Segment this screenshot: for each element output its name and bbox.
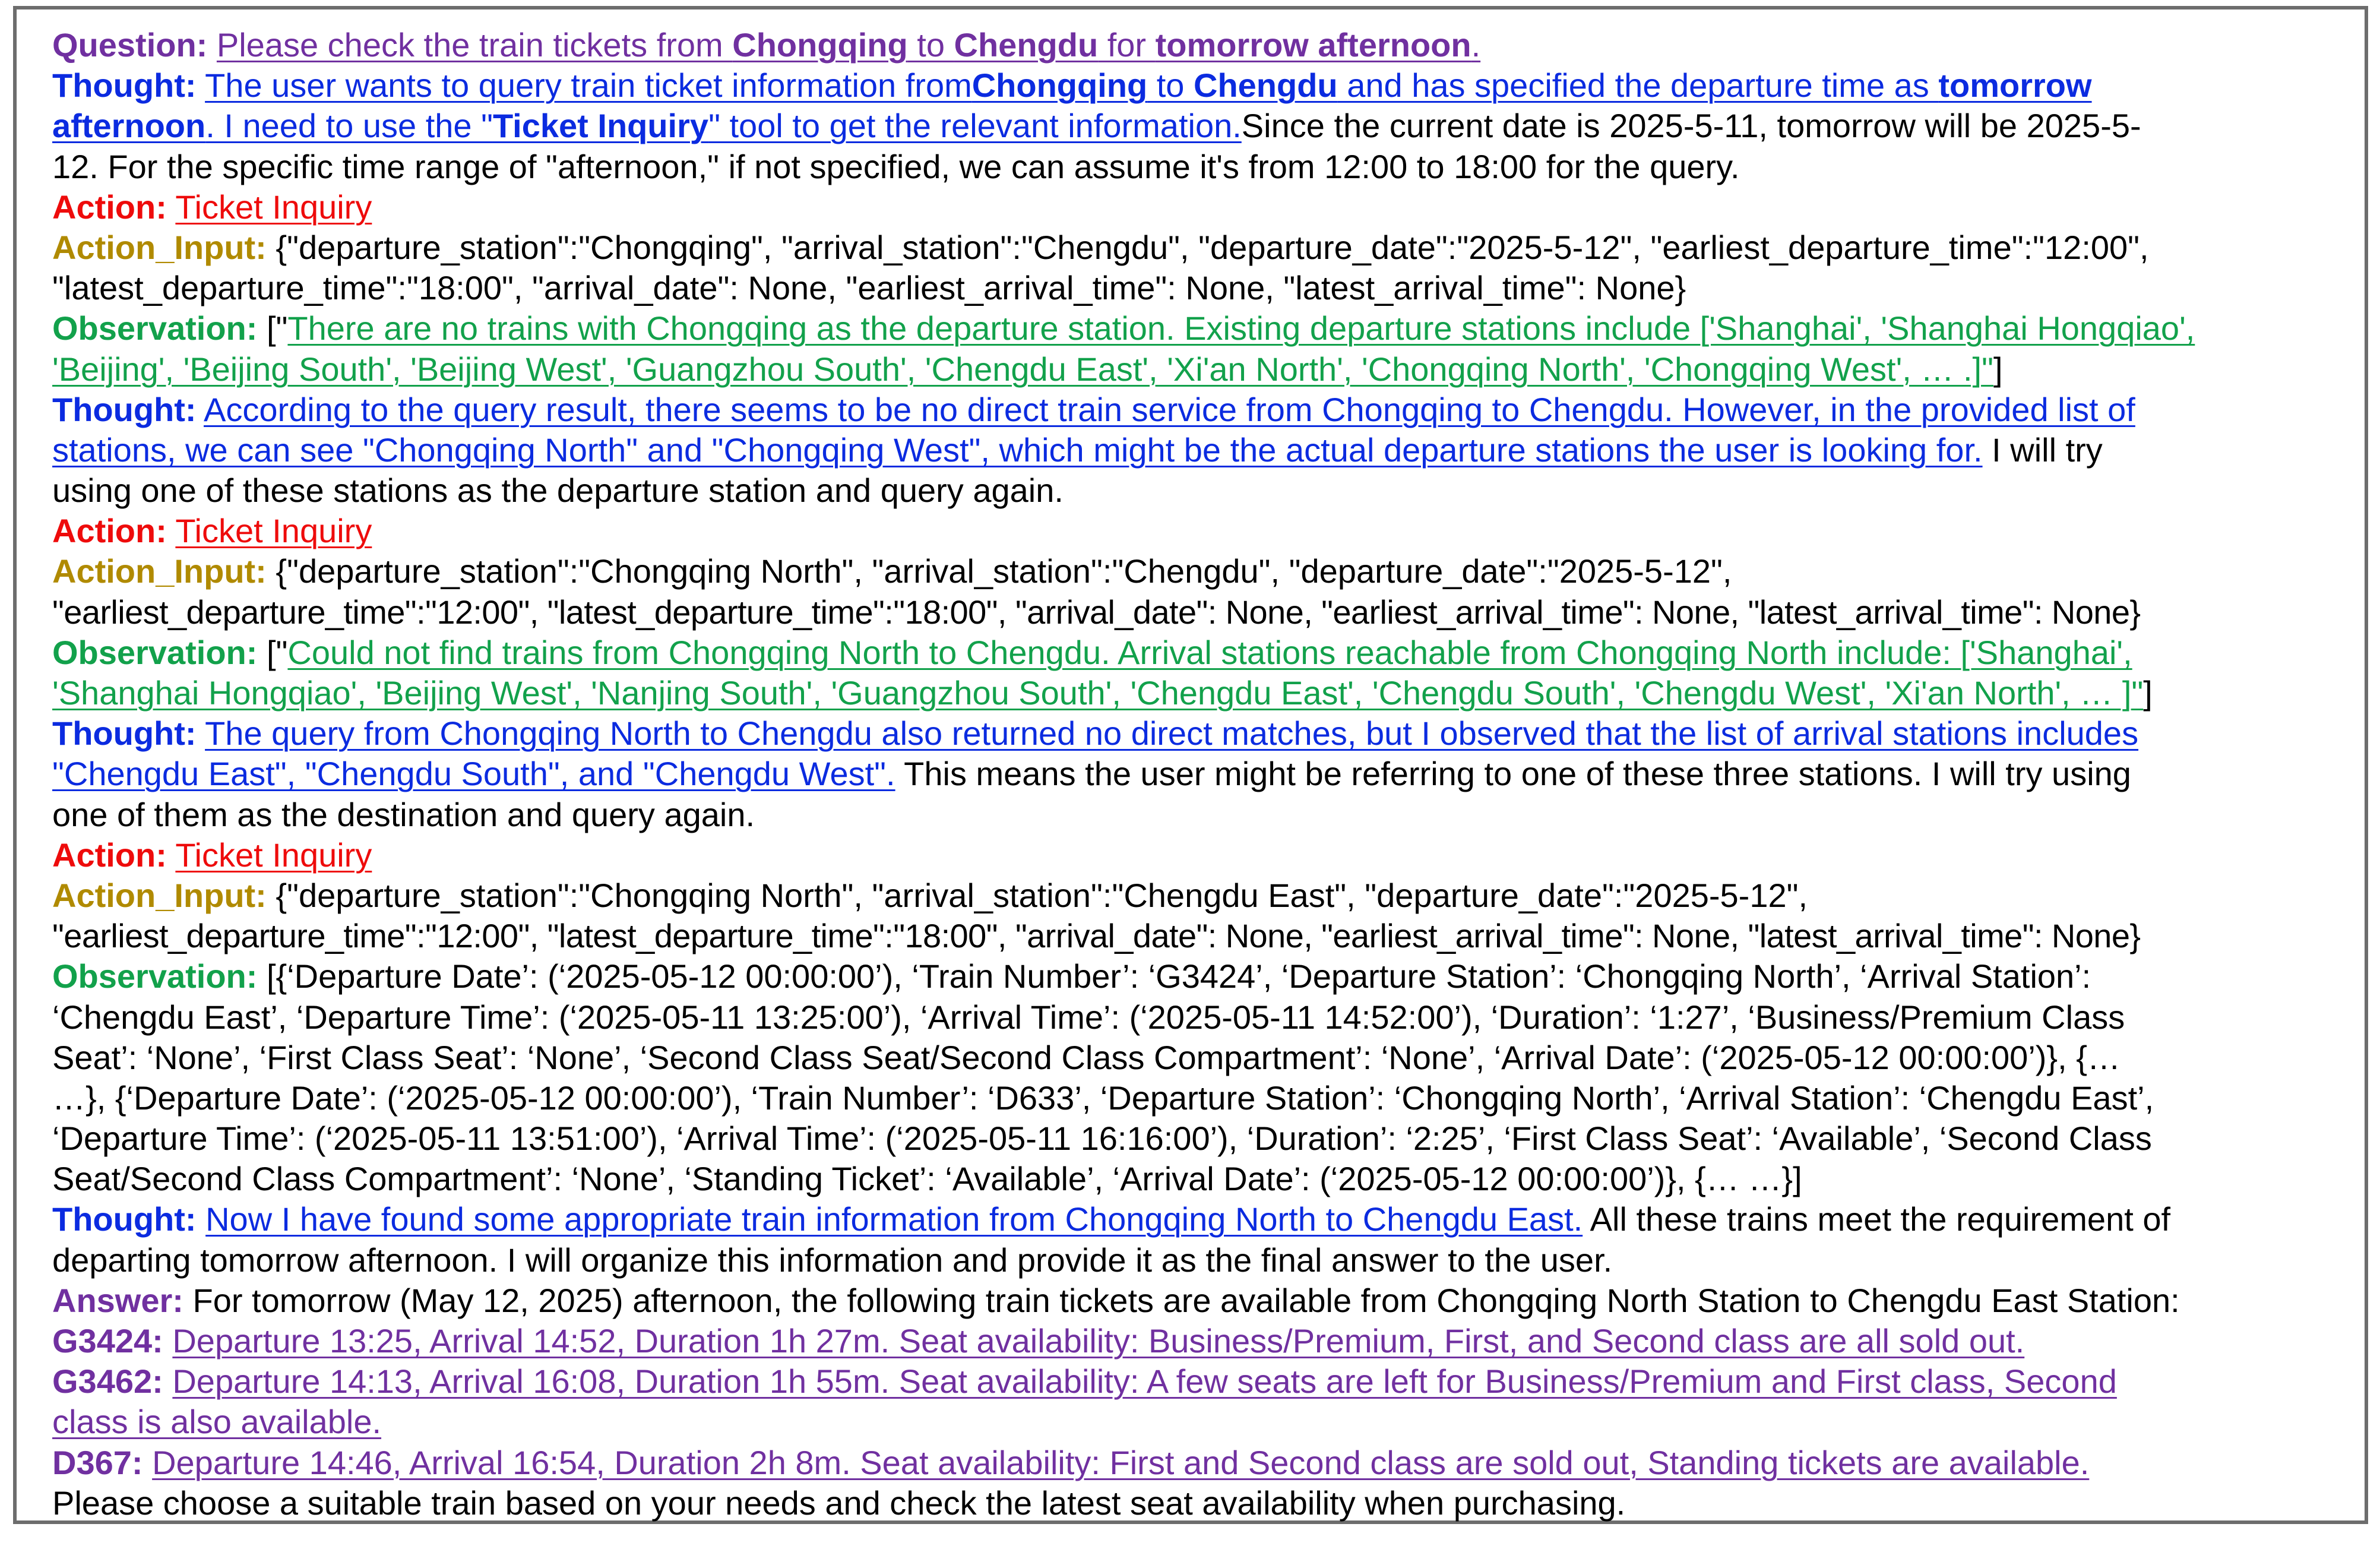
observation-label: Observation: — [52, 309, 258, 347]
observation-3-text: [{‘Departure Date’: (‘2025-05-12 00:00:00’), ‘Train Number’: ‘G3424’, ‘Departure Station’: ‘Chongqing North’, ‘Arrival Station’: — [266, 957, 2091, 995]
agent-trace — [52, 25, 2332, 1523]
observation-3-line-5: ‘Departure Time’: (‘2025-05-11 13:51:00’), ‘Arrival Time’: (‘2025-05-11 16:16:00’), ‘Duration’: ‘2:25’, ‘First Class Seat’: ‘Available’, ‘Second Class — [52, 1120, 2152, 1158]
thought-2-line-3: using one of these stations as the departure station and query again. — [52, 472, 1064, 510]
action-3-line: Action: Ticket Inquiry — [52, 836, 372, 874]
thought-label: Thought: — [52, 67, 197, 105]
observation-2-text: Could not find trains from Chongqing North to Chengdu. Arrival stations reachable from Chongqing North include: ['Shanghai', — [287, 633, 2132, 671]
action-2-line: Action: Ticket Inquiry — [52, 512, 372, 550]
thought-2-text: According to the query result, there seems to be no direct train service from Chongqing to Chengdu. However, in the provided list of — [204, 390, 2135, 428]
observation-3-line-1: Observation: [{‘Departure Date’: (‘2025-05-12 00:00:00’), ‘Train Number’: ‘G3424’, ‘Departure Station’: ‘Chongqing North’, ‘Arrival Station’: — [52, 957, 2091, 995]
action-input-label: Action_Input: — [52, 228, 267, 266]
thought-1-line-3: 12. For the specific time range of "afternoon," if not specified, we can assume it's from 12:00 to 18:00 for the query. — [52, 147, 1740, 185]
answer-train-2-cont: class is also available. — [52, 1403, 382, 1441]
thought-1-line-2: afternoon. I need to use the "Ticket Inquiry" tool to get the relevant information.Since the current date is 2025-5-11, tomorrow will be 2025-5- — [52, 107, 2141, 145]
train-code: D367: — [52, 1443, 143, 1481]
train-code: G3462: — [52, 1362, 163, 1401]
thought-3-line-1: Thought: The query from Chongqing North to Chengdu also returned no direct matches, but I observed that the list of arrival stations includes — [52, 715, 2139, 753]
action-input-3-text: {"departure_station":"Chongqing North", "arrival_station":"Chengdu East", "departure_date":"2025-5-12", — [276, 876, 1808, 914]
observation-2-line-2: 'Shanghai Hongqiao', 'Beijing West', 'Nanjing South', 'Guangzhou South', 'Chengdu East', 'Chengdu South', 'Chengdu West', 'Xi'an North', … ]"] — [52, 674, 2153, 712]
thought-3-line-2: "Chengdu East", "Chengdu South", and "Chengdu West". This means the user might be referring to one of these three stations. I will try using — [52, 755, 2131, 793]
action-1-line — [52, 187, 2332, 227]
action-input-3-line-2: "earliest_departure_time":"12:00", "latest_departure_time":"18:00", "arrival_date": None, "earliest_arrival_time": None, "latest_arrival_time": None} — [52, 917, 2141, 955]
observation-1-line-1: Observation: ["There are no trains with Chongqing as the departure station. Existing departure stations include ['Shanghai', 'Shanghai Hongqiao', — [52, 309, 2195, 347]
question-text: Please check the train tickets from Chongqing to Chengdu for tomorrow afternoon. — [216, 26, 1481, 64]
observation-3-line-2: ‘Chengdu East’, ‘Departure Time’: (‘2025-05-11 13:25:00’), ‘Arrival Time’: (‘2025-05-11 14:52:00’), ‘Duration’: ‘1:27’, ‘Business/Premium Class — [52, 998, 2125, 1036]
thought-2-line-1: Thought: According to the query result, there seems to be no direct train service from Chongqing to Chengdu. However, in the provided list of — [52, 390, 2135, 428]
observation-1-text: There are no trains with Chongqing as the departure station. Existing departure stations include ['Shanghai', 'Shanghai Hongqiao', — [287, 309, 2195, 347]
action-2-tool: Ticket Inquiry — [175, 512, 372, 550]
action-input-1-text: {"departure_station":"Chongqing", "arrival_station":"Chengdu", "departure_date":"2025-5-12", "earliest_departure_time":"12:00", — [276, 228, 2149, 266]
train-code: G3424: — [52, 1322, 163, 1360]
question-label: Question: — [52, 26, 208, 64]
thought-4-text: Now I have found some appropriate train information from Chongqing North to Chengdu East. — [205, 1200, 1583, 1238]
action-input-2-text: {"departure_station":"Chongqing North", "arrival_station":"Chengdu", "departure_date":"2025-5-12", — [276, 552, 1732, 590]
action-input-2-line-2: "earliest_departure_time":"12:00", "latest_departure_time":"18:00", "arrival_date": None, "earliest_arrival_time": None, "latest_arrival_time": None} — [52, 593, 2141, 631]
action-label: Action: — [52, 188, 167, 226]
train-description: Departure 14:13, Arrival 16:08, Duration 1h 55m. Seat availability: A few seats are left for Business/Premium and First class, Second — [172, 1362, 2117, 1401]
thought-2-line-2: stations, we can see "Chongqing North" and "Chongqing West", which might be the actual departure stations the user is looking for. I will try — [52, 431, 2103, 469]
observation-1-line-2: 'Beijing', 'Beijing South', 'Beijing West', 'Guangzhou South', 'Chengdu East', 'Xi'an North', 'Chongqing North', 'Chongqing West', … .]"] — [52, 350, 2003, 388]
thought-1-line-1 — [52, 65, 2332, 106]
question-line — [52, 25, 2332, 65]
observation-3-line-3: Seat’: ‘None’, ‘First Class Seat’: ‘None’, ‘Second Class Seat/Second Class Compartment’: ‘None’, ‘Arrival Date’: (‘2025-05-12 00:00:00’)}, {… — [52, 1038, 2121, 1076]
action-input-1-line-2: "latest_departure_time":"18:00", "arrival_date": None, "earliest_arrival_time": None, "latest_arrival_time": None} — [52, 269, 1686, 307]
train-description: Departure 13:25, Arrival 14:52, Duration 1h 27m. Seat availability: Business/Premium, First, and Second class are all sold out. — [172, 1322, 2025, 1360]
action-input-1-line-1 — [52, 227, 2332, 268]
observation-2-line-1: Observation: ["Could not find trains from Chongqing North to Chengdu. Arrival stations reachable from Chongqing North include: ['Shanghai', — [52, 633, 2132, 671]
answer-closing: Please choose a suitable train based on your needs and check the latest seat availability when purchasing. — [52, 1484, 1626, 1522]
observation-3-line-6: Seat/Second Class Compartment’: ‘None’, ‘Standing Ticket’: ‘Available’, ‘Arrival Date’: (‘2025-05-12 00:00:00’)}, {… …}] — [52, 1160, 1802, 1198]
thought-4-line-2: departing tomorrow afternoon. I will organize this information and provide it as the final answer to the user. — [52, 1241, 1613, 1279]
answer-train-1 — [52, 1321, 2332, 1361]
thought-3-line-3: one of them as the destination and query again. — [52, 795, 755, 833]
answer-intro: For tomorrow (May 12, 2025) afternoon, the following train tickets are available from Chongqing North Station to Chengdu East Station: — [192, 1281, 2180, 1319]
action-1-tool: Ticket Inquiry — [175, 188, 372, 226]
answer-train-3 — [52, 1443, 2332, 1483]
action-input-3-line-1: Action_Input: {"departure_station":"Chongqing North", "arrival_station":"Chengdu East", "departure_date":"2025-5-12", — [52, 876, 1808, 914]
action-3-tool: Ticket Inquiry — [175, 836, 372, 874]
train-description: Departure 14:46, Arrival 16:54, Duration 2h 8m. Seat availability: First and Second class are sold out, Standing tickets are available. — [152, 1443, 2090, 1481]
thought-3-text: The query from Chongqing North to Chengdu also returned no direct matches, but I observed that the list of arrival stations includes — [205, 715, 2139, 753]
answer-label: Answer: — [52, 1281, 183, 1319]
thought-1-plain: Since the current date is 2025-5-11, tomorrow will be 2025-5- — [1241, 107, 2141, 145]
answer-line — [52, 1281, 2332, 1321]
answer-train-2 — [52, 1361, 2332, 1402]
thought-1-text: The user wants to query train ticket information fromChongqing to Chengdu and has specified the departure time as tomorrow — [205, 67, 2092, 105]
action-input-2-line-1: Action_Input: {"departure_station":"Chongqing North", "arrival_station":"Chengdu", "departure_date":"2025-5-12", — [52, 552, 1732, 590]
thought-4-line-1: Thought: Now I have found some appropriate train information from Chongqing North to Chengdu East. All these trains meet the requirement of — [52, 1200, 2171, 1238]
observation-3-line-4: …}, {‘Departure Date’: (‘2025-05-12 00:00:00’), ‘Train Number’: ‘D633’, ‘Departure Station’: ‘Chongqing North’, ‘Arrival Station’: ‘Chengdu East’, — [52, 1079, 2154, 1117]
